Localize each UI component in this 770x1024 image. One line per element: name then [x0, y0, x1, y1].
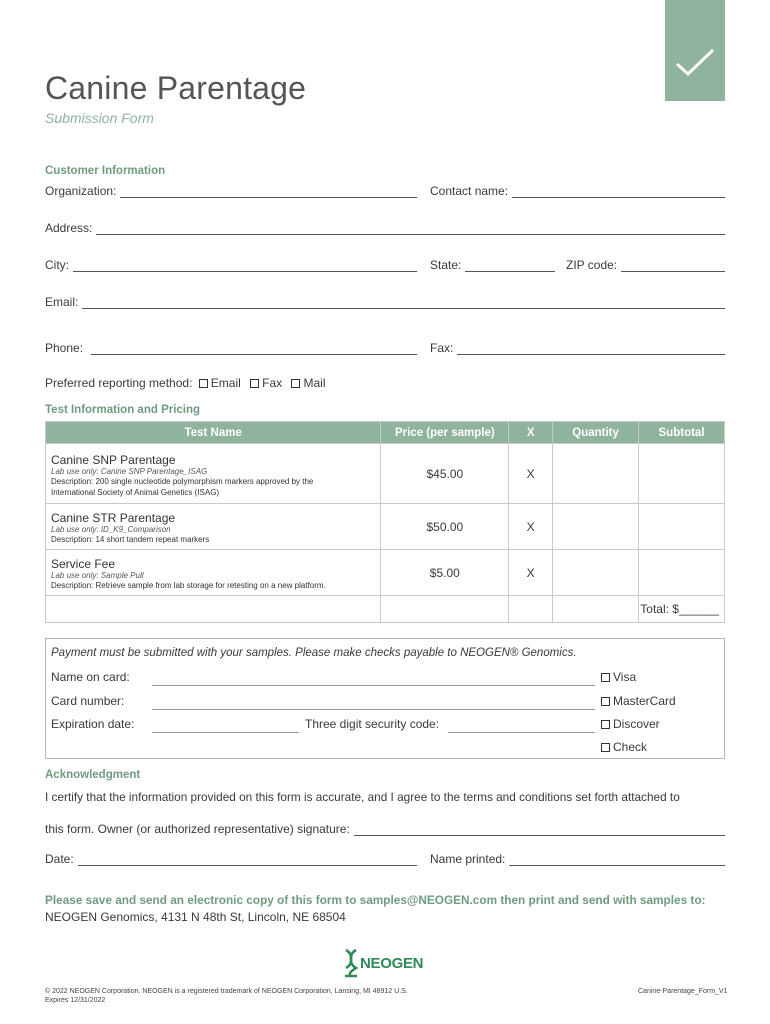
page-title: Canine Parentage — [45, 70, 307, 106]
test-name-cell — [46, 504, 381, 550]
table-header-row — [46, 422, 725, 444]
signature-label: this form. Owner (or authorized representative) signature: — [45, 822, 350, 836]
total-row — [46, 596, 725, 623]
organization-field[interactable] — [45, 184, 417, 198]
security-code-label: Three digit security code: — [305, 717, 440, 731]
header-test-name: Test Name — [46, 422, 381, 444]
page-subtitle: Submission Form — [45, 110, 154, 126]
x-cell: X — [509, 550, 553, 596]
dna-helix-icon — [343, 948, 359, 978]
signature-field[interactable] — [45, 822, 725, 836]
test-name: Canine STR Parentage — [51, 511, 176, 525]
subtotal-input[interactable] — [639, 444, 725, 504]
subtotal-input[interactable] — [639, 504, 725, 550]
header-x: X — [509, 422, 553, 444]
checkbox-icon[interactable] — [250, 379, 259, 388]
expiry-text: Expires 12/31/2022 — [45, 997, 106, 1004]
address-label: Address: — [45, 221, 93, 235]
certification-text: I certify that the information provided on this form is accurate, and I agree to the terms and conditions set forth attached to — [45, 790, 680, 804]
checkbox-icon[interactable] — [601, 673, 610, 682]
lab-use-note: Lab use only: Canine SNP Parentage_ISAG — [51, 466, 208, 476]
name-on-card-label: Name on card: — [51, 670, 130, 684]
checkbox-icon[interactable] — [291, 379, 300, 388]
test-pricing-table — [45, 421, 725, 623]
table-row — [46, 504, 725, 550]
test-description: Description: 14 short tandem repeat markers — [51, 535, 210, 544]
name-printed-field[interactable] — [430, 852, 725, 866]
check-badge — [665, 0, 725, 101]
header-price: Price (per sample) — [381, 422, 509, 444]
section-test-information: Test Information and Pricing — [45, 404, 201, 416]
city-label: City: — [45, 258, 69, 272]
expiration-date-input[interactable] — [152, 732, 299, 733]
payment-mastercard-option[interactable]: MasterCard — [601, 694, 676, 708]
zip-code-field[interactable] — [566, 258, 725, 272]
test-description-cont: International Society of Animal Genetics (ISAG) — [51, 487, 220, 497]
email-field[interactable] — [45, 295, 725, 309]
reporting-method-label: Preferred reporting method: — [45, 376, 193, 390]
city-field[interactable] — [45, 258, 417, 272]
contact-name-label: Contact name: — [430, 184, 509, 198]
logo-text: NEOGEN — [360, 954, 424, 972]
email-label: Email: — [45, 295, 79, 309]
quantity-input[interactable] — [553, 504, 639, 550]
test-description: Description: Retrieve sample from lab storage for retesting on a new platform. — [51, 581, 326, 590]
fax-label: Fax: — [430, 341, 454, 355]
quantity-input[interactable] — [553, 550, 639, 596]
header-subtotal: Subtotal — [639, 422, 725, 444]
form-id: Canine-Parentage_Form_V1 — [638, 988, 728, 995]
organization-label: Organization: — [45, 184, 117, 198]
payment-discover-option[interactable]: Discover — [601, 717, 660, 731]
date-label: Date: — [45, 852, 74, 866]
test-name-cell — [46, 444, 381, 504]
address-field[interactable] — [45, 221, 725, 235]
payment-note: Payment must be submitted with your samples. Please make checks payable to NEOGEN® Genomics. — [51, 647, 577, 659]
state-label: State: — [430, 258, 462, 272]
total-field[interactable]: Total: $______ — [639, 596, 725, 623]
lab-use-note: Lab use only: Sample Pull — [51, 571, 144, 580]
reporting-fax-option[interactable]: Fax — [250, 376, 282, 390]
payment-visa-option[interactable]: Visa — [601, 670, 636, 684]
table-row — [46, 444, 725, 504]
fax-field[interactable] — [430, 341, 725, 355]
lab-use-note: Lab use only: ID_K9_Comparison — [51, 525, 171, 534]
test-name: Service Fee — [51, 557, 116, 571]
zip-code-label: ZIP code: — [566, 258, 618, 272]
contact-name-field[interactable] — [430, 184, 725, 198]
shipping-address: NEOGEN Genomics, 4131 N 48th St, Lincoln, NE 68504 — [45, 910, 346, 924]
checkbox-icon[interactable] — [199, 379, 208, 388]
section-acknowledgment: Acknowledgment — [45, 769, 141, 781]
x-cell: X — [509, 504, 553, 550]
test-name: Canine SNP Parentage — [51, 452, 176, 467]
price-cell: $50.00 — [381, 504, 509, 550]
header-quantity: Quantity — [553, 422, 639, 444]
state-field[interactable] — [430, 258, 555, 272]
table-row — [46, 550, 725, 596]
checkbox-icon[interactable] — [601, 697, 610, 706]
neogen-logo — [343, 948, 423, 978]
checkmark-icon — [673, 44, 717, 84]
x-cell: X — [509, 444, 553, 504]
test-name-cell — [46, 550, 381, 596]
phone-label: Phone: — [45, 341, 84, 355]
subtotal-input[interactable] — [639, 550, 725, 596]
checkbox-icon[interactable] — [601, 743, 610, 752]
card-number-label: Card number: — [51, 694, 125, 708]
reporting-mail-option[interactable]: Mail — [291, 376, 325, 390]
price-cell: $45.00 — [381, 444, 509, 504]
quantity-input[interactable] — [553, 444, 639, 504]
test-description: Description: 200 single nucleotide polymorphism markers approved by the — [51, 476, 314, 486]
payment-check-option[interactable]: Check — [601, 740, 647, 754]
reporting-method-row — [45, 376, 326, 390]
card-number-input[interactable] — [152, 709, 595, 710]
date-field[interactable] — [45, 852, 417, 866]
security-code-input[interactable] — [448, 732, 595, 733]
price-cell: $5.00 — [381, 550, 509, 596]
phone-field[interactable] — [45, 341, 417, 355]
checkbox-icon[interactable] — [601, 720, 610, 729]
reporting-email-option[interactable]: Email — [199, 376, 241, 390]
name-on-card-input[interactable] — [152, 685, 595, 686]
expiration-date-label: Expiration date: — [51, 717, 135, 731]
shipping-instruction: Please save and send an electronic copy of this form to samples@NEOGEN.com then print and send with samples to: — [45, 893, 706, 907]
section-customer-information: Customer Information — [45, 165, 166, 177]
name-printed-label: Name printed: — [430, 852, 506, 866]
copyright-text: © 2022 NEOGEN Corporation. NEOGEN is a registered trademark of NEOGEN Corporation, Lansing, MI 48912 U.S. — [45, 988, 408, 995]
